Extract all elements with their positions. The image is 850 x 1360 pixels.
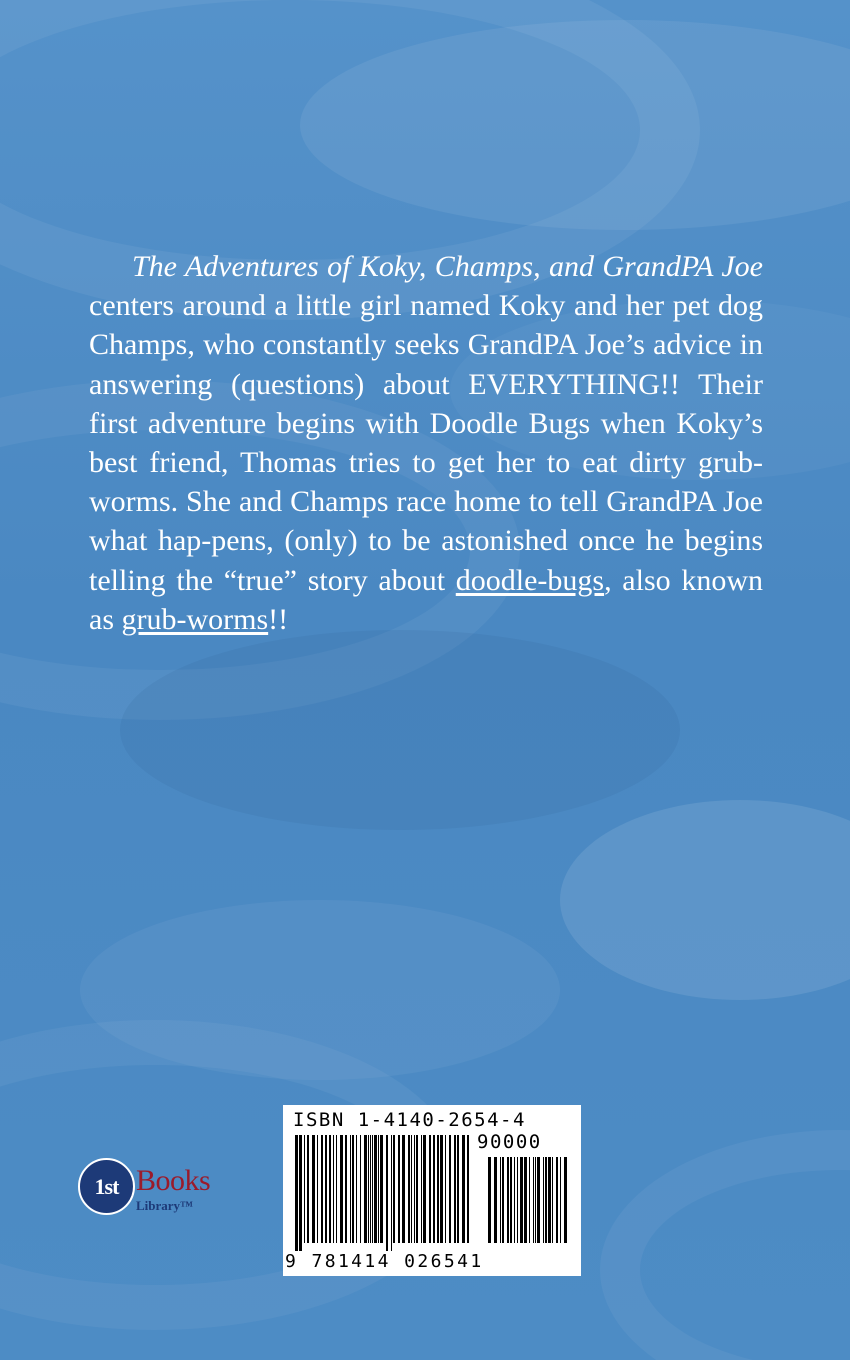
barcode-bar <box>548 1157 551 1243</box>
barcode-bar <box>560 1157 561 1243</box>
barcode-bar <box>514 1157 515 1243</box>
barcode-bar <box>329 1135 331 1243</box>
barcode-bar <box>374 1135 377 1243</box>
barcode-bar <box>445 1135 446 1243</box>
blurb-text: The Adventures of Koky, Champs, and GrandPA Joe centers around a little girl named Koky and her pet dog Champs, who constantly seeks GrandPA Joe’s advice in answering (questions) about EVERYTHING!! Their first adventure begins with Doodle Bugs when Koky’s best friend, Thomas tries to get her to eat dirty grub-worms. She and Champs race home to tell GrandPA Joe what hap-pens, (only) to be astonished once he begins telling the “true” story about doodle-bugs, also known as grub-worms!! <box>89 250 763 636</box>
background-swirl <box>80 900 560 1080</box>
barcode-bar <box>391 1135 392 1251</box>
barcode-bar <box>325 1135 327 1243</box>
barcode-bar <box>467 1135 469 1243</box>
book-title-italic: The Adventures of Koky, Champs, and GrandPA Joe <box>132 250 763 283</box>
barcode-bar <box>502 1157 504 1243</box>
isbn-text: ISBN 1-4140-2654-4 <box>293 1109 526 1131</box>
barcode-bar <box>535 1157 536 1243</box>
barcode-bar <box>517 1157 518 1243</box>
barcode-bar <box>312 1135 315 1243</box>
barcode-bar <box>356 1135 357 1243</box>
grub-worms-underlined: grub-worms <box>121 602 269 636</box>
barcode-bar <box>372 1135 373 1243</box>
barcode-bar <box>364 1135 367 1243</box>
barcode-bar <box>414 1135 415 1243</box>
barcode-bar <box>500 1157 501 1243</box>
barcode-bar <box>556 1157 558 1243</box>
barcode-bar <box>386 1135 388 1251</box>
barcode-bar <box>510 1157 512 1243</box>
barcode-bar <box>545 1157 547 1243</box>
barcode-bar <box>304 1135 305 1243</box>
barcode-bar <box>345 1135 347 1243</box>
barcode-bar <box>564 1157 567 1243</box>
barcode-bar <box>520 1157 523 1243</box>
barcode-bar <box>307 1135 309 1243</box>
publisher-logo <box>78 1158 238 1228</box>
doodle-bugs-underlined: doodle-bugs <box>455 563 605 597</box>
barcode-bar <box>416 1135 418 1243</box>
barcode-bar <box>317 1135 318 1243</box>
barcode-bar <box>494 1157 497 1243</box>
barcode-bar <box>352 1135 354 1243</box>
barcode-bar <box>340 1135 343 1243</box>
barcode-bar <box>411 1135 412 1243</box>
barcode-bar <box>537 1157 540 1243</box>
barcode-bar <box>507 1157 509 1243</box>
barcode-bar <box>524 1157 527 1243</box>
barcode-bar <box>350 1135 351 1243</box>
barcode-bar <box>437 1135 439 1243</box>
logo-books-text: Books <box>136 1164 211 1197</box>
logo-number: 1st <box>94 1173 119 1199</box>
barcode-bar <box>462 1135 465 1243</box>
barcode-bar <box>370 1135 371 1243</box>
barcode-bar <box>321 1135 323 1243</box>
barcode-bar <box>529 1157 530 1243</box>
ean-barcode <box>295 1135 473 1251</box>
barcode-bar <box>402 1135 405 1243</box>
background-swirl <box>560 800 850 1000</box>
barcode-bar <box>333 1135 334 1243</box>
barcode-bar <box>380 1135 383 1243</box>
background-swirl <box>120 630 680 830</box>
barcode-bar <box>421 1135 422 1243</box>
barcode-bar <box>295 1135 298 1251</box>
barcode-bar <box>433 1135 435 1243</box>
barcode-bar <box>360 1135 361 1243</box>
addon-barcode <box>488 1157 568 1251</box>
barcode-bar <box>552 1157 553 1243</box>
barcode-label <box>283 1105 581 1276</box>
background-swirl <box>600 1130 850 1360</box>
barcode-bar <box>336 1135 337 1243</box>
barcode-bar <box>368 1135 369 1243</box>
barcode-bar <box>408 1135 410 1243</box>
background-swirl <box>300 20 850 230</box>
barcode-bar <box>533 1157 534 1243</box>
barcode-bar <box>449 1135 451 1243</box>
barcode-bar <box>543 1157 544 1243</box>
barcode-bar <box>454 1135 456 1243</box>
barcode-bar <box>488 1157 491 1243</box>
barcode-bar <box>429 1135 431 1243</box>
barcode-bar <box>457 1135 459 1243</box>
barcode-bar <box>423 1135 426 1243</box>
price-code-text: 90000 <box>477 1131 542 1153</box>
ean-number: 9 781414 026541 <box>285 1251 484 1272</box>
barcode-bar <box>299 1135 302 1251</box>
barcode-bar <box>378 1135 379 1243</box>
logo-library-text: Library™ <box>136 1198 194 1213</box>
barcode-bar <box>393 1135 395 1243</box>
barcode-bar <box>398 1135 400 1243</box>
barcode-bar <box>440 1135 443 1243</box>
logo-circle-icon <box>78 1158 135 1215</box>
